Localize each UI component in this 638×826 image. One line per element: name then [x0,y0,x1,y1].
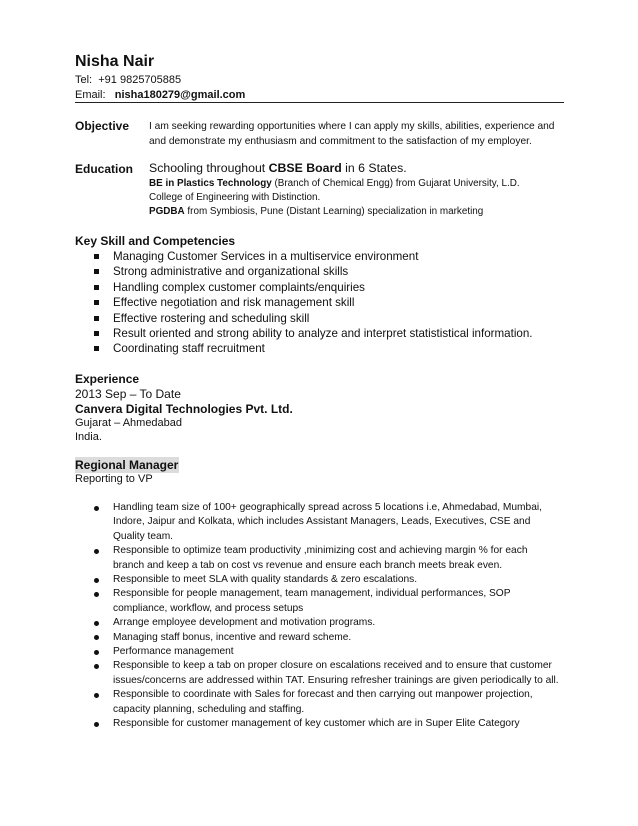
responsibilities-list [90,501,560,732]
responsibility-item: Responsible to meet SLA with quality standards & zero escalations. [90,573,560,587]
company-name: Canvera Digital Technologies Pvt. Ltd. [75,402,293,416]
email-line [75,89,245,101]
candidate-name: Nisha Nair [75,53,155,70]
skill-item: Managing Customer Services in a multiservice environment [90,249,533,264]
be-degree-text: (Branch of Chemical Engg) from Gujarat University, L.D. College of Engineering with Distinction. [149,178,520,203]
skills-heading: Key Skill and Competencies [75,234,236,248]
responsibility-item: Responsible for people management, team management, individual performances, SOP compliance, workflow, and process setups [90,587,560,616]
experience-heading: Experience [75,372,140,386]
skills-list [90,249,533,357]
responsibility-item: Responsible for customer management of key customer which are in Super Elite Category [90,717,560,731]
experience-period: 2013 Sep – To Date [75,387,181,401]
schooling-line [149,161,407,175]
email-label: Email: [75,89,106,101]
email-address[interactable]: nisha180279@gmail.com [114,89,246,101]
responsibility-item: Managing staff bonus, incentive and reward scheme. [90,631,560,645]
skill-item: Result oriented and strong ability to analyze and interpret statististical information. [90,326,533,341]
header-divider [75,102,564,103]
responsibility-item: Performance management [90,645,560,659]
role-title [75,458,179,472]
phone-line [75,74,181,86]
schooling-board: CBSE Board [268,161,342,175]
company-country: India. [75,431,102,443]
schooling-pre: Schooling throughout [149,161,269,175]
reporting-line: Reporting to VP [75,473,153,485]
objective-text: I am seeking rewarding opportunities where I can apply my skills, abilities, experience and and demonstrate my enthusiasm and commitment to the satisfaction of my employer. [149,121,555,147]
role-title-text: Regional Manager [75,458,179,472]
pgdba-title: PGDBA [149,206,185,217]
education-label: Education [75,162,134,176]
responsibility-item: Arrange employee development and motivation programs. [90,616,560,630]
be-degree [149,177,549,205]
responsibility-item: Responsible to coordinate with Sales for forecast and then carrying out manpower projection, capacity planning, scheduling and staffing. [90,688,560,717]
company-location: Gujarat – Ahmedabad [75,417,183,429]
skill-item: Coordinating staff recruitment [90,341,533,356]
pgdba-degree [149,205,549,219]
skill-item: Strong administrative and organizational skills [90,264,533,279]
skill-item: Effective rostering and scheduling skill [90,311,533,326]
skill-item: Effective negotiation and risk management skill [90,295,533,310]
phone-number: +91 9825705885 [98,74,182,86]
phone-label: Tel: [75,74,93,86]
be-degree-title: BE in Plastics Technology [149,178,272,189]
objective-label: Objective [75,119,130,133]
schooling-post: in 6 States. [341,161,407,175]
responsibility-item: Handling team size of 100+ geographically spread across 5 locations i.e, Ahmedabad, Mumbai, Indore, Jaipur and Kolkata, which includes Assistant Managers, Leads, Executives, CSE and Quality team. [90,501,560,544]
skill-item: Handling complex customer complaints/enquiries [90,280,533,295]
responsibility-item: Responsible to keep a tab on proper closure on escalations received and to ensure that customer issues/concerns are addressed within TAT. Ensuring refresher trainings are given periodically to all. [90,659,560,688]
responsibility-item: Responsible to optimize team productivity ,minimizing cost and achieving margin % for each branch and keep a tab on cost vs revenue and ensure each branch meets break even. [90,544,560,573]
pgdba-text: from Symbiosis, Pune (Distant Learning) specialization in marketing [184,206,484,217]
